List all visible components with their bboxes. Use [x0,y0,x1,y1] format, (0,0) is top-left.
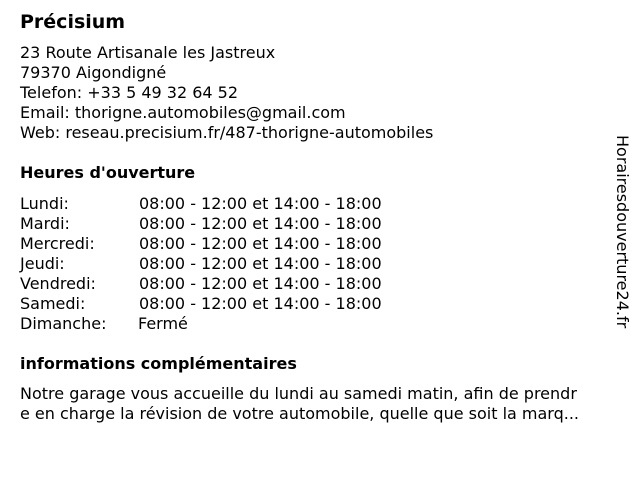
day-label: Jeudi: [20,254,65,273]
business-name: Précisium [20,11,126,33]
day-label: Lundi: [20,194,69,213]
info-description [20,384,579,424]
watermark [612,135,632,345]
day-hours: Fermé [138,314,188,333]
contact-block [20,43,433,143]
info-heading: informations complémentaires [20,354,297,373]
website: Web: reseau.precisium.fr/487-thorigne-automobiles [20,123,434,142]
day-label: Dimanche: [20,314,107,333]
address-street: 23 Route Artisanale les Jastreux [20,43,276,62]
day-label: Mercredi: [20,234,95,253]
day-hours: 08:00 - 12:00 et 14:00 - 18:00 [139,194,382,213]
day-hours: 08:00 - 12:00 et 14:00 - 18:00 [139,274,382,293]
address-city: 79370 Aigondigné [20,63,167,82]
day-hours: 08:00 - 12:00 et 14:00 - 18:00 [139,234,382,253]
day-hours: 08:00 - 12:00 et 14:00 - 18:00 [139,294,382,313]
hours-heading: Heures d'ouverture [20,163,196,182]
day-hours: 08:00 - 12:00 et 14:00 - 18:00 [139,214,382,233]
description-line: e en charge la révision de votre automobile, quelle que soit la marq... [20,404,580,423]
description-line: Notre garage vous accueille du lundi au samedi matin, afin de prendr [20,384,577,403]
day-label: Vendredi: [20,274,96,293]
phone-number: Telefon: +33 5 49 32 64 52 [20,83,239,102]
day-label: Samedi: [20,294,86,313]
day-label: Mardi: [20,214,70,233]
watermark-text: Horairesdouverture24.fr [613,135,632,329]
email-address: Email: thorigne.automobiles@gmail.com [20,103,346,122]
day-hours: 08:00 - 12:00 et 14:00 - 18:00 [139,254,382,273]
